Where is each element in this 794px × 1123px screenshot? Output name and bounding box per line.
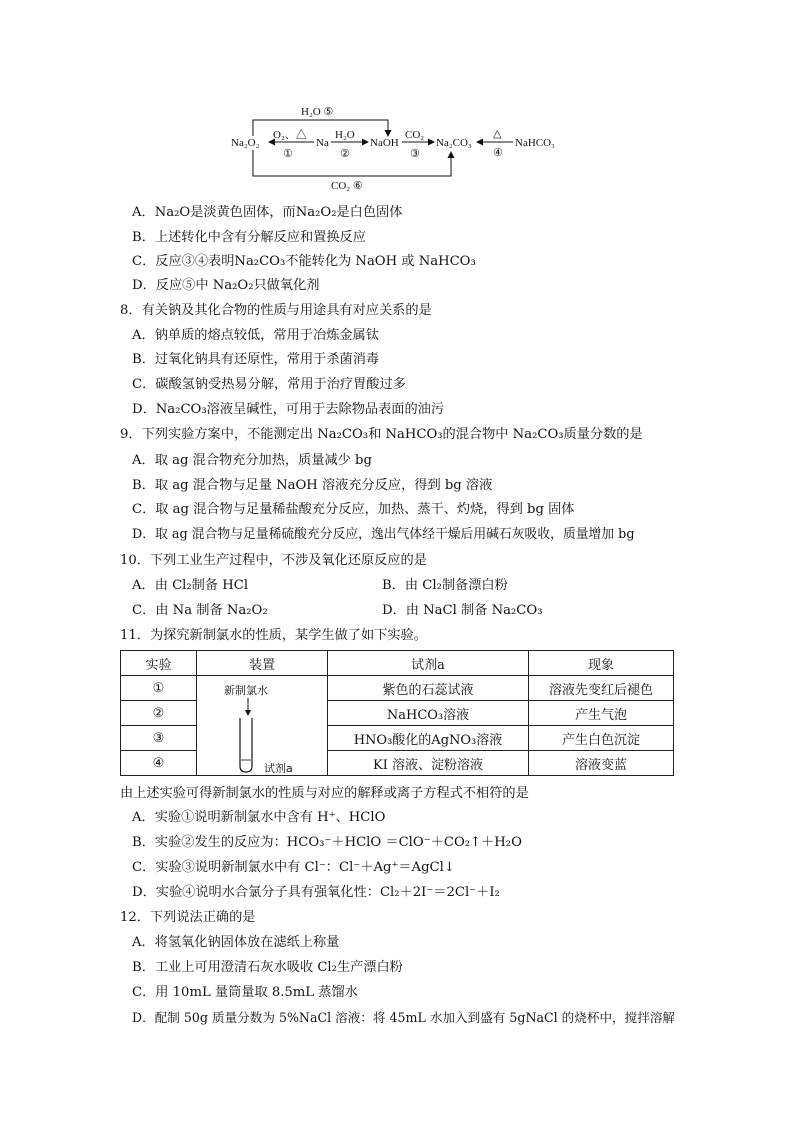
q10-option-a: A．由 Cl₂制备 HCl: [132, 578, 249, 593]
q9-option-a: A．取 ag 混合物充分加热，质量减少 bg: [132, 453, 372, 468]
q9-option-d: D．取 ag 混合物与足量稀硫酸充分反应，逸出气体经干燥后用碱石灰吸收，质量增加 bg: [132, 527, 635, 542]
row-reagent: NaHCO₃溶液: [328, 701, 529, 726]
q7-option-c: C．反应③④表明Na₂CO₃不能转化为 NaOH 或 NaHCO₃: [132, 254, 476, 269]
q12-option-a: A．将氢氧化钠固体放在滤纸上称量: [132, 935, 340, 950]
label-o2-heat: O₂、△: [273, 129, 307, 141]
q7-option-b: B．上述转化中含有分解反应和置换反应: [132, 230, 366, 245]
q11-option-c: C．实验③说明新制氯水中有 Cl⁻：Cl⁻＋Ag⁺＝AgCl↓: [132, 860, 455, 875]
q8-option-a: A．钠单质的熔点较低，常用于冶炼金属钛: [132, 328, 379, 343]
q10-option-d: D．由 NaCl 制备 Na₂CO₃: [382, 603, 543, 618]
header-apparatus: 装置: [197, 651, 328, 676]
label-na2o2: Na₂O₂: [231, 137, 260, 149]
q12-option-b: B．工业上可用澄清石灰水吸收 Cl₂生产漂白粉: [132, 960, 403, 975]
q8-option-c: C．碳酸氢钠受热易分解，常用于治疗胃酸过多: [132, 377, 406, 392]
row-id: ②: [121, 701, 197, 726]
q11-option-d: D．实验④说明水合氯分子具有强氧化性：Cl₂＋2I⁻＝2Cl⁻＋I₂: [132, 885, 500, 900]
q10-option-c: C．由 Na 制备 Na₂O₂: [132, 603, 268, 618]
label-nahco3: NaHCO₃: [515, 137, 555, 149]
header-reagent: 试剂a: [328, 651, 529, 676]
row-phenomenon: 产生白色沉淀: [529, 726, 674, 751]
test-tube-apparatus: [218, 680, 318, 780]
row-id: ③: [121, 726, 197, 751]
q7-option-a: A．Na₂O是淡黄色固体，而Na₂O₂是白色固体: [132, 205, 403, 220]
q9-stem: 9．下列实验方案中，不能测定出 Na₂CO₃和 NaHCO₃的混合物中 Na₂CO₃质量分数的是: [120, 427, 643, 442]
q10-option-b: B．由 Cl₂制备漂白粉: [382, 578, 508, 593]
label-na2co3: Na₂CO₃: [436, 137, 472, 149]
dropper-arrowhead: [245, 710, 251, 716]
q9-option-b: B．取 ag 混合物与足量 NaOH 溶液充分反应，得到 bg 溶液: [132, 478, 493, 493]
label-h2o-5: H₂O ⑤: [301, 106, 334, 118]
q12-option-d: D．配制 50g 质量分数为 5%NaCl 溶液：将 45mL 水加入到盛有 5gNaCl 的烧杯中，搅拌溶解: [132, 1010, 676, 1025]
q8-stem: 8．有关钠及其化合物的性质与用途具有对应关系的是: [120, 303, 432, 318]
q12-stem: 12．下列说法正确的是: [120, 910, 256, 925]
row-id: ④: [121, 751, 197, 776]
row-reagent: 紫色的石蕊试液: [328, 676, 529, 701]
header-experiment: 实验: [121, 651, 197, 676]
q8-option-b: B．过氧化钠具有还原性，常用于杀菌消毒: [132, 352, 380, 367]
q11-stem: 11．为探究新制氯水的性质，某学生做了如下实验。: [120, 628, 427, 643]
q9-option-c: C．取 ag 混合物与足量稀盐酸充分反应，加热、蒸干、灼烧，得到 bg 固体: [132, 502, 575, 517]
label-circ2: ②: [340, 148, 350, 160]
table-header-row: [121, 651, 674, 676]
q7-option-d: D．反应⑤中 Na₂O₂只做氧化剂: [132, 278, 320, 293]
q8-option-d: D．Na₂CO₃溶液呈碱性，可用于去除物品表面的油污: [132, 402, 445, 417]
label-circ1: ①: [283, 148, 293, 160]
row-phenomenon: 溶液变蓝: [529, 751, 674, 776]
test-tube-icon: [240, 718, 252, 772]
q10-stem: 10．下列工业生产过程中，不涉及氧化还原反应的是: [120, 553, 427, 568]
label-co2-6: CO₂ ⑥: [331, 180, 363, 192]
row-reagent: KI 溶液、淀粉溶液: [328, 751, 529, 776]
label-circ3: ③: [410, 148, 420, 160]
label-na: Na: [316, 137, 329, 149]
q11-option-a: A．实验①说明新制氯水中含有 H⁺、HClO: [132, 810, 386, 825]
row-phenomenon: 产生气泡: [529, 701, 674, 726]
label-naoh: NaOH: [370, 137, 399, 149]
row-id: ①: [121, 676, 197, 701]
label-h2o: H₂O: [335, 129, 355, 141]
label-co2: CO₂: [405, 129, 425, 141]
label-heat: △: [493, 128, 502, 140]
apparatus-label-chlorine-water: 新制氯水: [224, 684, 268, 697]
header-phenomenon: 现象: [529, 651, 674, 676]
q11-option-b: B．实验②发生的反应为：HCO₃⁻＋HClO ＝ClO⁻＋CO₂↑＋H₂O: [132, 835, 522, 850]
reaction-scheme-diagram: [225, 100, 570, 192]
apparatus-label-reagent-a: 试剂a: [264, 762, 293, 775]
label-circ4: ④: [493, 147, 503, 159]
q12-option-c: C．用 10mL 量筒量取 8.5mL 蒸馏水: [132, 985, 358, 1000]
experiment-table: [120, 650, 674, 776]
q11-after-text: 由上述实验可得新制氯水的性质与对应的解释或离子方程式不相符的是: [120, 786, 529, 801]
row-reagent: HNO₃酸化的AgNO₃溶液: [328, 726, 529, 751]
row-phenomenon: 溶液先变红后褪色: [529, 676, 674, 701]
table-row: [121, 676, 674, 701]
